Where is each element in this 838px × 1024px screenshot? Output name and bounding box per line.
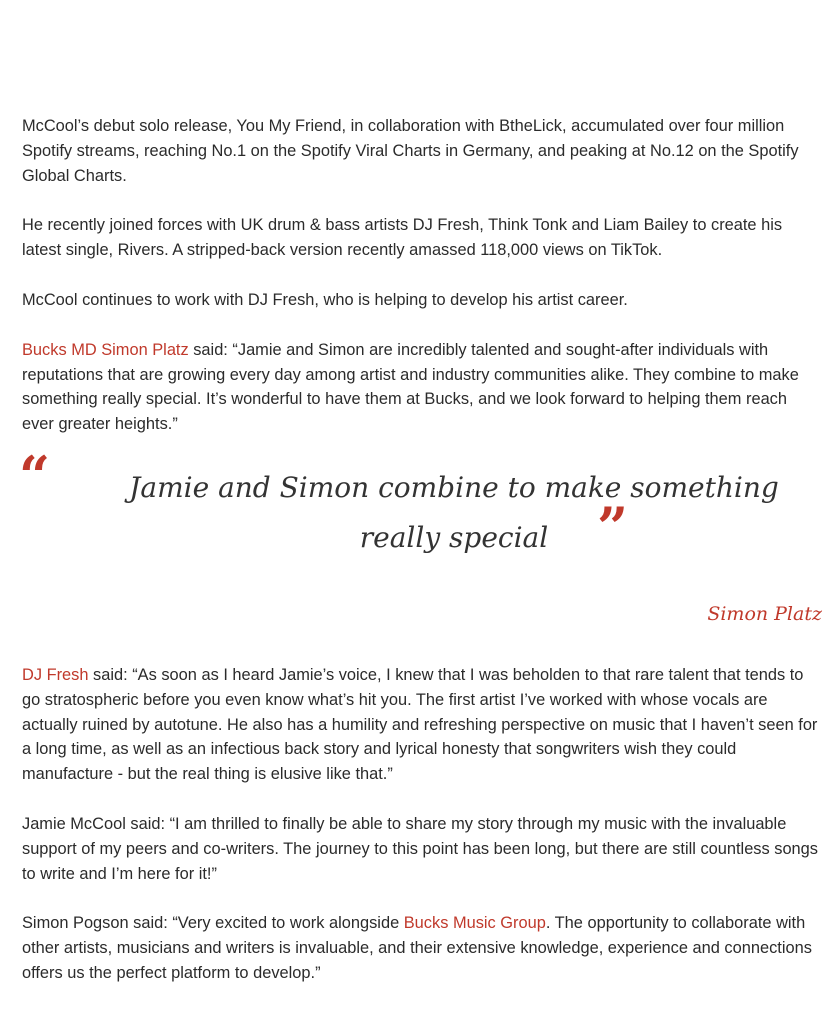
paragraph-jamie-mccool-quote: Jamie McCool said: “I am thrilled to finally be able to share my story through my music with the invaluable support of my peers and co-writers. The journey to this point has been long, but there are still countless songs to write and I’m here for it!” xyxy=(22,814,818,883)
paragraph-simon-pogson-quote xyxy=(22,911,822,985)
open-quote-icon: “ xyxy=(19,443,51,508)
pull-quote-author: Simon Platz xyxy=(707,602,822,625)
close-quote-icon: ” xyxy=(597,494,629,559)
bucks-music-group-link[interactable]: Bucks Music Group xyxy=(403,914,546,933)
paragraph-simon-platz-quote xyxy=(22,338,822,437)
paragraph-dj-fresh-work: McCool continues to work with DJ Fresh, who is helping to develop his artist career. xyxy=(22,290,628,309)
article-body xyxy=(19,114,822,1011)
paragraph-dj-fresh-quote xyxy=(22,663,822,787)
paragraph-rivers-single: He recently joined forces with UK drum & bass artists DJ Fresh, Think Tonk and Liam Bailey to create his latest single, Rivers. A stripped-back version recently amassed 118,000 views on TikTok. xyxy=(22,216,783,260)
simon-pogson-quote-end: . The opportunity to collaborate with other artists, musicians and writers is invaluable, and their extensive knowledge, experience and connections offers us the perfect platform to develop.” xyxy=(22,914,812,982)
dj-fresh-link[interactable]: DJ Fresh xyxy=(22,665,89,684)
pull-quote-text: Jamie and Simon combine to make something really special xyxy=(129,470,779,554)
simon-pogson-quote-start: Simon Pogson said: “Very excited to work alongside xyxy=(22,914,404,933)
bucks-md-simon-platz-link[interactable]: Bucks MD Simon Platz xyxy=(22,340,189,359)
dj-fresh-quote-text: said: “As soon as I heard Jamie’s voice, I knew that I was beholden to that rare talent that tends to go stratospheric before you even know what’s hit you. The first artist I’ve worked with whose vocals are actually ruined by autotune. He also has a humility and refreshing perspective on music that I haven’t seen for a long time, as well as an infectious back story and lyrical honesty that songwriters wish they could manufacture - but the real thing is elusive like that.” xyxy=(22,665,818,784)
pull-quote xyxy=(19,443,822,663)
simon-platz-quote-text: said: “Jamie and Simon are incredibly talented and sought-after individuals with reputations that are growing every day among artist and industry communities alike. They combine to make something really special. It’s wonderful to have them at Bucks, and we look forward to helping them reach ever greater heights.” xyxy=(22,340,799,434)
paragraph-debut-release: McCool’s debut solo release, You My Friend, in collaboration with BtheLick, accumulated over four million Spotify streams, reaching No.1 on the Spotify Viral Charts in Germany, and peaking at No.12 on the Spotify Global Charts. xyxy=(22,117,799,185)
